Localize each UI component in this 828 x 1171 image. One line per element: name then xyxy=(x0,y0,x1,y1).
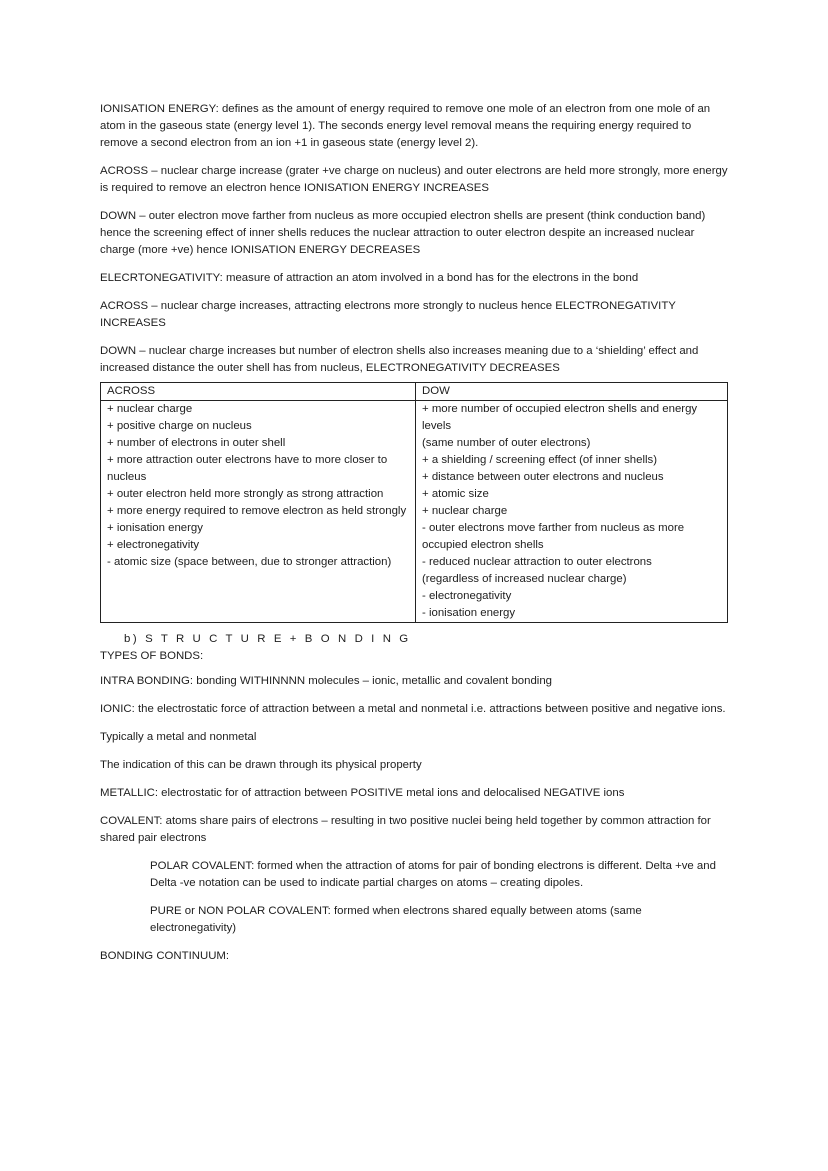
table-header-down: DOW xyxy=(416,383,728,401)
trends-table xyxy=(100,382,728,623)
indication-paragraph: The indication of this can be drawn through its physical property xyxy=(100,759,422,771)
down-item: + nuclear charge xyxy=(422,505,508,517)
non-polar-covalent-paragraph: PURE or NON POLAR COVALENT: formed when electrons shared equally between atoms (same electronegativity) xyxy=(150,905,642,934)
down-item: (same number of outer electrons) xyxy=(422,437,591,449)
covalent-paragraph: COVALENT: atoms share pairs of electrons – resulting in two positive nuclei being held together by common attraction for shared pair electrons xyxy=(100,815,711,844)
across-item: - atomic size (space between, due to stronger attraction) xyxy=(107,556,392,568)
types-of-bonds-heading: TYPES OF BONDS: xyxy=(100,650,204,662)
down-item: + more number of occupied electron shells and energy levels xyxy=(422,403,698,432)
ionic-paragraph: IONIC: the electrostatic force of attraction between a metal and nonmetal i.e. attractions between positive and negative ions. xyxy=(100,703,726,715)
down-item: - electronegativity xyxy=(422,590,512,602)
down-item: - ionisation energy xyxy=(422,607,516,619)
down-item: + atomic size xyxy=(422,488,489,500)
across-item: + ionisation energy xyxy=(107,522,203,534)
across-item: + outer electron held more strongly as strong attraction xyxy=(107,488,384,500)
table-header-row xyxy=(101,383,728,401)
polar-covalent-paragraph: POLAR COVALENT: formed when the attraction of atoms for pair of bonding electrons is different. Delta +ve and Delta -ve notation can be used to indicate partial charges on atoms – creating dipoles. xyxy=(150,860,716,889)
bonding-continuum-heading: BONDING CONTINUUM: xyxy=(100,950,230,962)
down-item: - outer electrons move farther from nucleus as more occupied electron shells xyxy=(422,522,685,551)
metallic-paragraph: METALLIC: electrostatic for of attraction between POSITIVE metal ions and delocalised NEGATIVE ions xyxy=(100,787,625,799)
electronegativity-definition: ELECRTONEGATIVITY: measure of attraction an atom involved in a bond has for the electrons in the bond xyxy=(100,272,639,284)
across-item: + positive charge on nucleus xyxy=(107,420,252,432)
across-item: + more energy required to remove electron as held strongly xyxy=(107,505,407,517)
down-item: + a shielding / screening effect (of inner shells) xyxy=(422,454,658,466)
ionisation-down-paragraph: DOWN – outer electron move farther from nucleus as more occupied electron shells are present (think conduction band) hence the screening effect of inner shells reduces the nuclear attraction to outer electron despite an increased nuclear charge (more +ve) hence IONISATION ENERGY DECREASES xyxy=(100,210,706,256)
table-row xyxy=(101,401,728,623)
across-item: + electronegativity xyxy=(107,539,200,551)
ionisation-across-paragraph: ACROSS – nuclear charge increase (grater +ve charge on nucleus) and outer electrons are held more strongly, more energy is required to remove an electron hence IONISATION ENERGY INCREASES xyxy=(100,165,728,194)
down-item: + distance between outer electrons and nucleus xyxy=(422,471,664,483)
intra-bonding-paragraph: INTRA BONDING: bonding WITHINNNN molecules – ionic, metallic and covalent bonding xyxy=(100,675,553,687)
electronegativity-across-paragraph: ACROSS – nuclear charge increases, attracting electrons more strongly to nucleus hence ELECTRONEGATIVITY INCREASES xyxy=(100,300,676,329)
table-header-across: ACROSS xyxy=(101,383,416,401)
typically-paragraph: Typically a metal and nonmetal xyxy=(100,731,257,743)
ionisation-energy-definition: IONISATION ENERGY: defines as the amount of energy required to remove one mole of an electron from one mole of an atom in the gaseous state (energy level 1). The seconds energy level removal means the requiring energy required to remove a second electron from an ion +1 in gaseous state (energy level 2). xyxy=(100,103,711,149)
down-item: (regardless of increased nuclear charge) xyxy=(422,573,627,585)
down-column xyxy=(416,401,728,623)
section-b-heading: b) S T R U C T U R E + B O N D I N G xyxy=(124,633,411,645)
across-column xyxy=(101,401,416,623)
across-item: + number of electrons in outer shell xyxy=(107,437,286,449)
electronegativity-down-paragraph: DOWN – nuclear charge increases but number of electron shells also increases meaning due to a ‘shielding’ effect and increased distance the outer shell has from nucleus, ELECTRONEGATIVITY DECREASES xyxy=(100,345,699,374)
down-item: - reduced nuclear attraction to outer electrons xyxy=(422,556,652,568)
across-item: + nuclear charge xyxy=(107,403,193,415)
document-page xyxy=(100,101,728,976)
across-item: + more attraction outer electrons have to more closer to nucleus xyxy=(107,454,388,483)
